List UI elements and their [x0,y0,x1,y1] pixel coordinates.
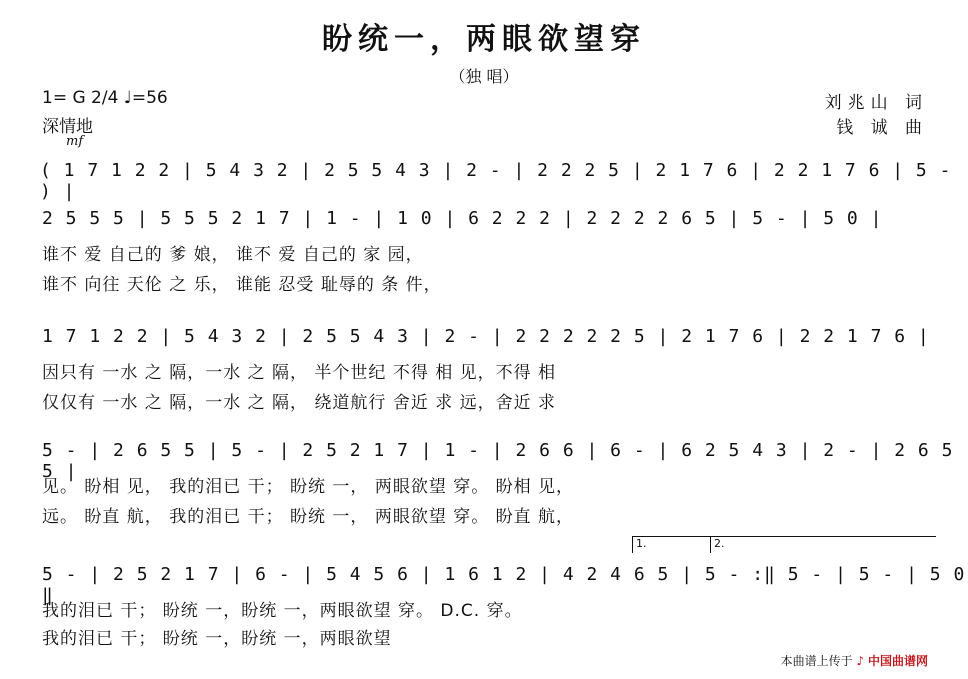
song-title: 盼统一，两眼欲望穿 [322,22,646,57]
lyric-line-1: 谁不 爱 自己的 爹 娘， 谁不 爱 自己的 家 园， [42,245,424,265]
staff-4 [0,436,968,527]
lyric-line-1: 我的泪已 干； 盼统 一，盼统 一，两眼欲望 穿。 D.C. 穿。 [42,601,523,621]
lyric-line-2: 我的泪已 干； 盼统 一，盼统 一，两眼欲望 [42,629,392,649]
staff-2 [0,204,968,295]
lyric-line-1: 因只有 一水 之 隔，一水 之 隔， 半个世纪 不得 相 见，不得 相 [42,363,557,383]
staff-5 [0,560,968,649]
lyric-line-2: 谁不 向往 天伦 之 乐， 谁能 忍受 耻辱的 条 件， [42,275,442,295]
staff-notes: 2 5 5 5 | 5 5 5 2 1 7 | 1 - | 1 0 | 6 2 2 2 | 2 2 2 2 6 5 | 5 - | 5 0 | [42,208,883,229]
volta-first-ending: 1. [632,536,714,553]
site-logo-icon: ♪ [856,654,865,668]
upload-note: 本曲谱上传于 [780,654,853,668]
lyric-line-2: 远。 盼直 航， 我的泪已 干； 盼统 一， 两眼欲望 穿。 盼直 航， [42,507,575,527]
lyric-line-2: 仅仅有 一水 之 隔，一水 之 隔， 绕道航行 舍近 求 远，舍近 求 [42,393,557,413]
volta-second-ending: 2. [710,536,936,553]
composer-credit: 钱 诚 曲 [836,118,928,138]
performance-type: （独 唱） [449,67,519,86]
site-name[interactable]: 中国曲谱网 [867,654,928,668]
staff-notes: 5 - | 2 5 2 1 7 | 6 - | 5 4 5 6 | 1 6 1 2 | 4 2 4 6 5 | 5 - :‖ 5 - | 5 - | 5 0 ‖ [42,564,966,606]
upload-footer [781,652,928,669]
staff-3 [0,322,968,413]
expression-mark: 深情地 [42,117,93,137]
staff-notes: 5 - | 2 6 5 5 | 5 - | 2 5 2 1 7 | 1 - | 2 6 6 | 6 - | 6 2 5 4 3 | 2 - | 2 6 5 5 | [42,440,954,482]
staff-notes: ( 1 7 1 2 2 | 5 4 3 2 | 2 5 5 4 3 | 2 - | 2 2 2 5 | 2 1 7 6 | 2 2 1 7 6 | 5 - ) | [40,160,952,202]
key-tempo: 1= G 2/4 ♩=56 [42,88,168,108]
lyric-line-1: 见。 盼相 见， 我的泪已 干； 盼统 一， 两眼欲望 穿。 盼相 见， [42,477,575,497]
staff-notes: 1 7 1 2 2 | 5 4 3 2 | 2 5 5 4 3 | 2 - | 2 2 2 2 2 5 | 2 1 7 6 | 2 2 1 7 6 | [42,326,930,347]
lyricist-credit: 刘兆山 词 [824,93,928,113]
dynamic-mark: mf [66,134,84,149]
